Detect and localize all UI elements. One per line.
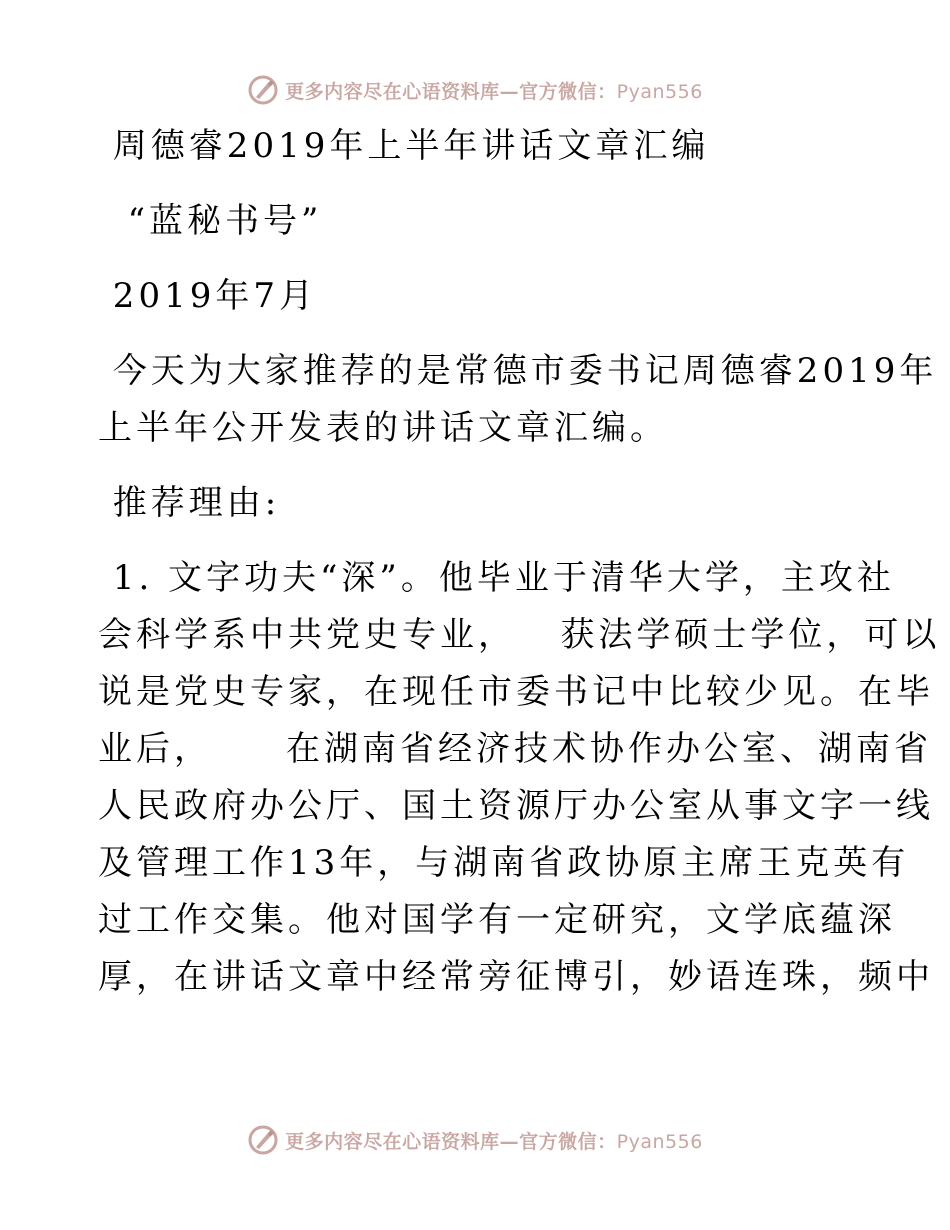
reasons-heading: 推荐理由:	[98, 483, 281, 523]
reason-line: 业后， 在湖南省经济技术协作办公室、湖南省	[98, 729, 933, 769]
intro-line: 今天为大家推荐的是常德市委书记周德睿2019年	[98, 351, 938, 391]
reason-line: 1. 文字功夫“深”。他毕业于清华大学，主攻社	[98, 558, 895, 598]
intro-line: 上半年公开发表的讲话文章汇编。	[98, 408, 668, 448]
watermark-header	[0, 70, 950, 110]
document-date: 2019年7月	[98, 276, 317, 316]
reason-line: 人民政府办公厅、国土资源厅办公室从事文字一线	[98, 786, 934, 826]
reason-line: 厚，在讲话文章中经常旁征博引，妙语连珠，频中	[98, 957, 934, 997]
reason-line: 说是党史专家，在现任市委书记中比较少见。在毕	[98, 672, 934, 712]
pen-logo-icon	[247, 1124, 279, 1156]
document-source: “蓝秘书号”	[98, 201, 323, 241]
reason-line: 及管理工作13年，与湖南省政协原主席王克英有	[98, 843, 910, 883]
reason-line: 过工作交集。他对国学有一定研究，文学底蕴深	[98, 900, 896, 940]
pen-logo-icon	[247, 74, 279, 106]
reason-line: 会科学系中共党史专业， 获法学硕士学位，可以	[98, 615, 941, 655]
watermark-text: 更多内容尽在心语资料库—官方微信：Pyan556	[285, 1130, 703, 1153]
watermark-text: 更多内容尽在心语资料库—官方微信：Pyan556	[285, 80, 703, 103]
watermark-footer	[0, 1120, 950, 1160]
document-title: 周德睿2019年上半年讲话文章汇编	[98, 126, 710, 166]
